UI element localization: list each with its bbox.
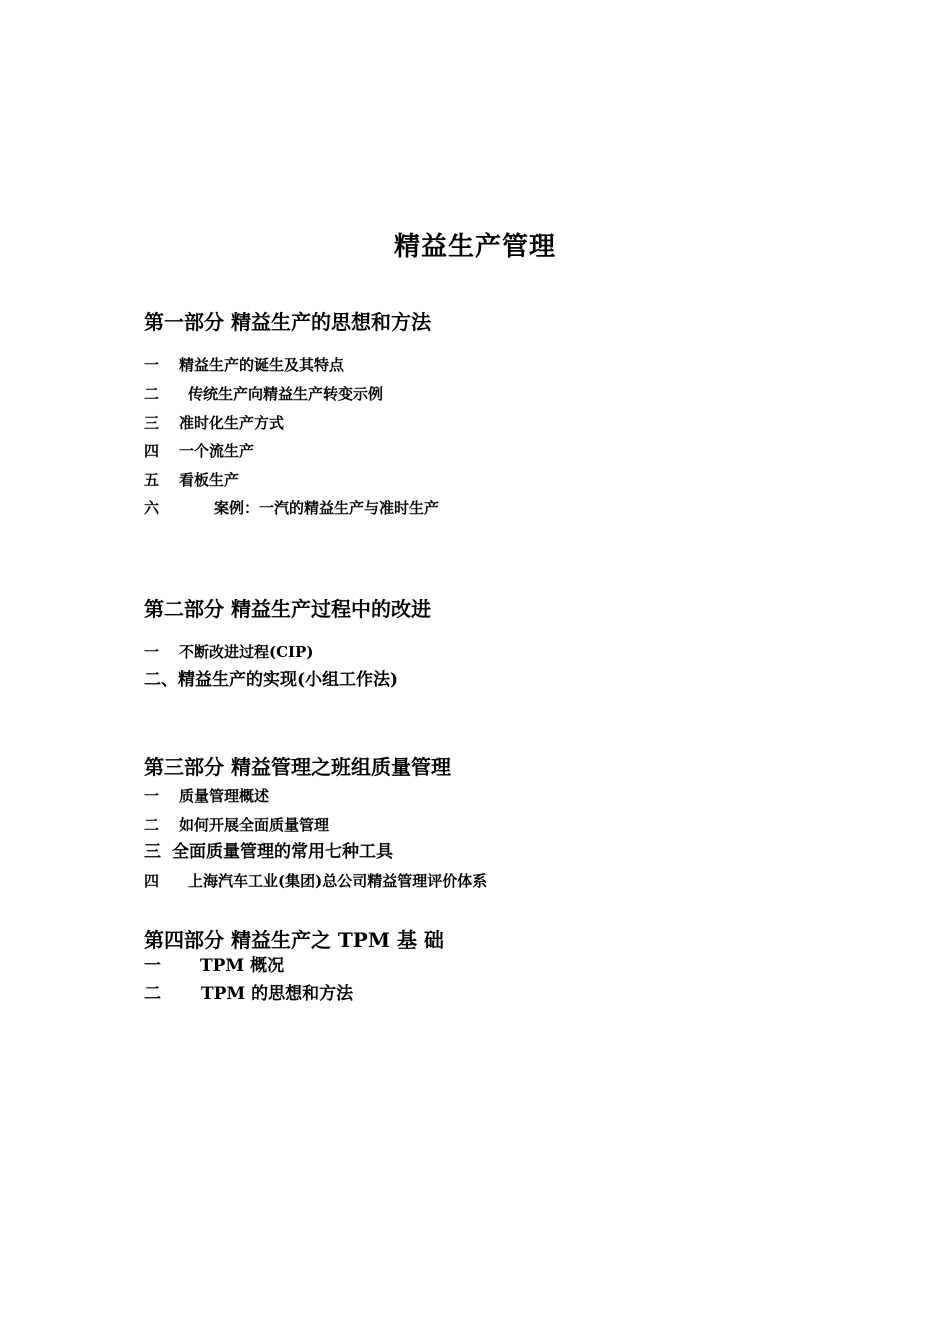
- section-heading-part2: 第二部分 精益生产过程中的改进: [144, 597, 431, 621]
- item-text: 看板生产: [179, 471, 240, 489]
- list-item: [144, 670, 398, 690]
- item-text: 上海汽车工业(集团)总公司精益管理评价体系: [188, 872, 488, 890]
- list-item: [144, 956, 284, 976]
- item-text: 不断改进过程(CIP): [179, 643, 314, 661]
- item-number: 一: [144, 956, 161, 976]
- item-number: 一: [144, 787, 160, 805]
- item-text: 二、精益生产的实现(小组工作法): [144, 670, 399, 690]
- list-item: [144, 413, 284, 433]
- item-number: 一: [144, 643, 160, 661]
- list-item: [144, 815, 329, 835]
- list-item: [144, 871, 487, 891]
- item-text: 精益生产的诞生及其特点: [179, 356, 345, 374]
- list-item: [144, 498, 439, 518]
- item-text: 一个流生产: [179, 442, 255, 460]
- list-item: [144, 642, 313, 662]
- list-item: [144, 355, 344, 375]
- item-text: 全面质量管理的常用七种工具: [172, 842, 393, 862]
- item-number: 二: [144, 984, 161, 1004]
- item-number: 六: [144, 499, 160, 517]
- item-text: TPM 的思想和方法: [201, 984, 354, 1004]
- item-number: 五: [144, 471, 160, 489]
- item-text: 传统生产向精益生产转变示例: [188, 385, 384, 403]
- item-number: 二: [144, 816, 160, 834]
- list-item: [144, 441, 254, 461]
- item-number: 一: [144, 356, 160, 374]
- section-heading-part3: 第三部分 精益管理之班组质量管理: [144, 755, 451, 779]
- item-number: 四: [144, 442, 160, 460]
- list-item: [144, 786, 269, 806]
- list-item: [144, 384, 383, 404]
- item-text: 如何开展全面质量管理: [179, 816, 330, 834]
- item-number: 四: [144, 872, 160, 890]
- item-text: 质量管理概述: [179, 787, 270, 805]
- item-text: 准时化生产方式: [179, 414, 285, 432]
- list-item: [144, 842, 393, 862]
- item-number: 三: [144, 842, 161, 862]
- item-number: 二: [144, 385, 160, 403]
- item-text: TPM 概况: [200, 956, 285, 976]
- page-title: 精益生产管理: [393, 232, 556, 262]
- section-heading-part4: 第四部分 精益生产之 TPM 基 础: [144, 928, 444, 952]
- list-item: [144, 984, 353, 1004]
- list-item: [144, 470, 239, 490]
- item-number: 三: [144, 414, 160, 432]
- item-text: 案例：一汽的精益生产与准时生产: [214, 499, 440, 517]
- section-heading-part1: 第一部分 精益生产的思想和方法: [144, 310, 431, 334]
